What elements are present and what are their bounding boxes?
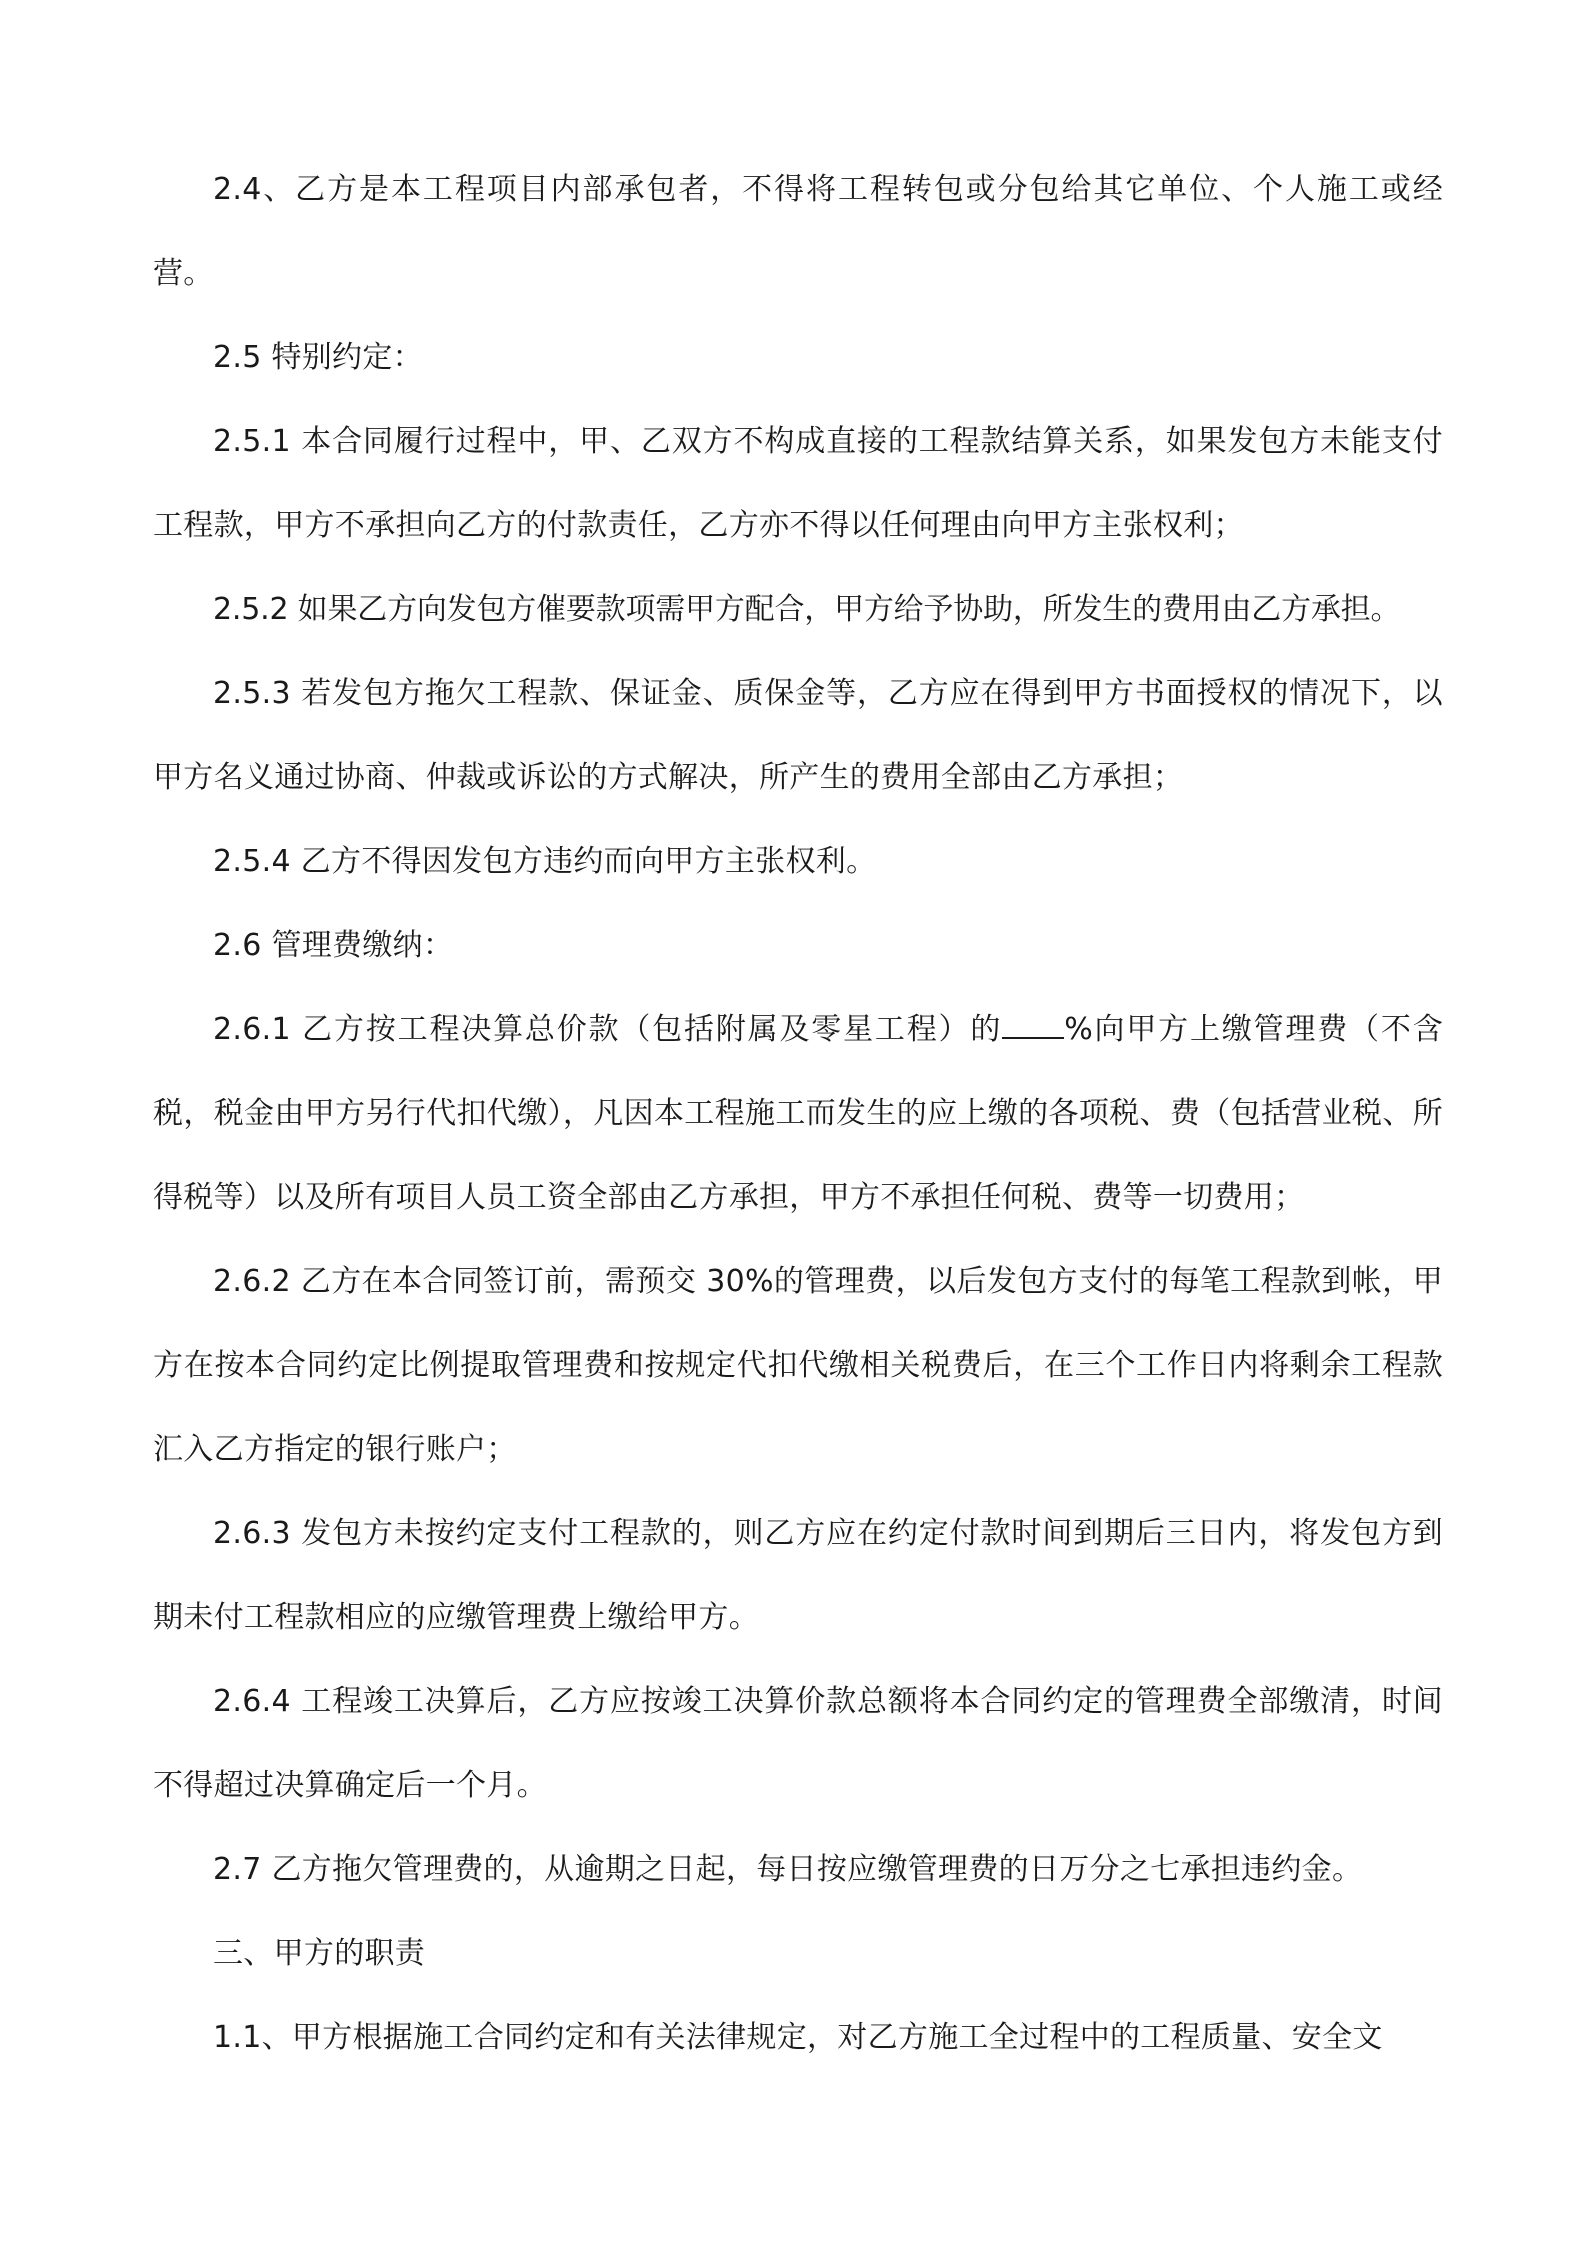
section-3-heading: 三、甲方的职责 <box>213 1936 426 1971</box>
clause-2-5-heading: 2.5 特别约定： <box>213 340 423 375</box>
clause-2-5-3: 2.5.3 若发包方拖欠工程款、保证金、质保金等，乙方应在得到甲方书面授权的情况下，以甲方名义通过协商、仲裁或诉讼的方式解决，所产生的费用全部由乙方承担； <box>153 676 1443 795</box>
clause-2-6-1-after: %向甲方上缴管理费（不含税，税金由甲方另行代扣代缴），凡因本工程施工而发生的应上缴的各项税、费（包括营业税、所得税等）以及所有项目人员工资全部由乙方承担，甲方不承担任何税、费等一切费用； <box>153 1012 1443 1215</box>
percentage-blank <box>1002 1009 1064 1039</box>
clause-2-6-3: 2.6.3 发包方未按约定支付工程款的，则乙方应在约定付款时间到期后三日内，将发包方到期未付工程款相应的应缴管理费上缴给甲方。 <box>153 1516 1443 1635</box>
clause-2-7: 2.7 乙方拖欠管理费的，从逾期之日起，每日按应缴管理费的日万分之七承担违约金。 <box>213 1852 1363 1887</box>
clause-2-6-4: 2.6.4 工程竣工决算后，乙方应按竣工决算价款总额将本合同约定的管理费全部缴清，时间不得超过决算确定后一个月。 <box>153 1684 1443 1803</box>
clause-2-6-heading: 2.6 管理费缴纳： <box>213 928 454 963</box>
clause-2-5-1: 2.5.1 本合同履行过程中，甲、乙双方不构成直接的工程款结算关系，如果发包方未能支付工程款，甲方不承担向乙方的付款责任，乙方亦不得以任何理由向甲方主张权利； <box>153 424 1443 543</box>
clause-2-5-2: 2.5.2 如果乙方向发包方催要款项需甲方配合，甲方给予协助，所发生的费用由乙方承担。 <box>213 592 1401 627</box>
clause-2-6-1 <box>153 988 1443 1240</box>
clause-2-6-2: 2.6.2 乙方在本合同签订前，需预交 30%的管理费，以后发包方支付的每笔工程款到帐，甲方在按本合同约定比例提取管理费和按规定代扣代缴相关税费后，在三个工作日内将剩余工程款汇入乙方指定的银行账户； <box>153 1264 1443 1467</box>
clause-2-6-1-before: 2.6.1 乙方按工程决算总价款（包括附属及零星工程）的 <box>213 1012 1003 1047</box>
clause-3-1-1: 1.1、甲方根据施工合同约定和有关法律规定，对乙方施工全过程中的工程质量、安全文 <box>213 2020 1383 2055</box>
clause-2-4: 2.4、乙方是本工程项目内部承包者，不得将工程转包或分包给其它单位、个人施工或经营。 <box>153 172 1443 291</box>
clause-2-5-4: 2.5.4 乙方不得因发包方违约而向甲方主张权利。 <box>213 844 877 879</box>
